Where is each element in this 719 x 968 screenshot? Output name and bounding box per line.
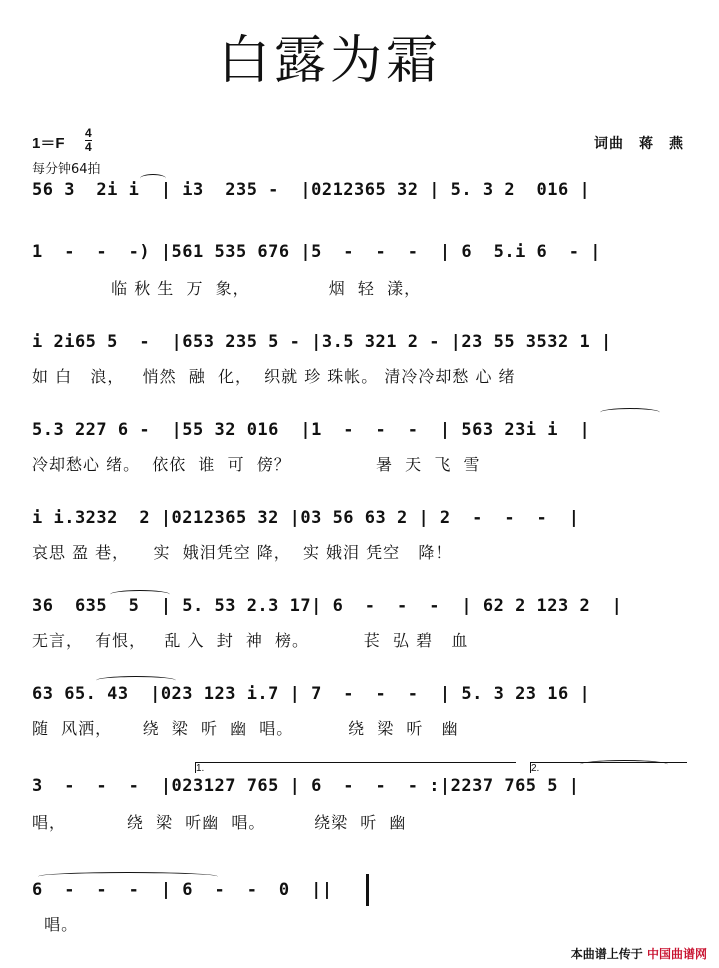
time-signature-bottom: 4 — [85, 140, 92, 154]
lyric-line: 无言， 有恨， 乱 入 封 神 榜。 苌 弘 碧 血 — [32, 631, 469, 650]
tie-mark — [38, 872, 218, 881]
lyric-line: 随 风洒， 绕 梁 听 幽 唱。 绕 梁 听 幽 — [32, 719, 459, 738]
lyric-line: 如 白 浪， 悄然 融 化， 织就 珍 珠帐。 清冷冷却愁 心 绪 — [32, 367, 516, 386]
slur-mark — [96, 676, 176, 685]
site-logo[interactable]: 中国曲谱网 — [646, 947, 707, 961]
notation-line: 63 65. 43 |023 123 i.7 | 7 - - - | 5. 3 23 16 | — [32, 684, 591, 704]
first-ending-label: 1. — [196, 763, 205, 774]
notation-line: 56 3 2i i | i3 235 - |0212365 32 | 5. 3 2 016 | — [32, 180, 591, 200]
notation-line: 3 - - - |023127 765 | 6 - - - :|2237 765 5 | — [32, 776, 580, 796]
slur-mark — [110, 590, 170, 599]
slur-mark — [580, 760, 668, 769]
notation-line: 1 - - -) |561 535 676 |5 - - - | 6 5.i 6 - | — [32, 242, 601, 262]
notation-line: 36 635 5 | 5. 53 2.3 17| 6 - - - | 62 2 123 2 | — [32, 596, 623, 616]
tempo-marking: 每分钟64拍 — [32, 162, 101, 177]
notation-line: 6 - - - | 6 - - 0 || — [32, 880, 333, 900]
notation-line: i i.3232 2 |0212365 32 |03 56 63 2 | 2 - - - | — [32, 508, 580, 528]
lyric-line: 唱， 绕 梁 听幽 唱。 绕梁 听 幽 — [32, 813, 407, 832]
time-signature — [85, 127, 92, 154]
key-signature: 1＝F — [32, 135, 65, 152]
slur-mark — [140, 174, 166, 183]
notation-line: 5.3 227 6 - |55 32 016 |1 - - - | 563 23i i | — [32, 420, 591, 440]
second-ending-label: 2. — [531, 763, 540, 774]
slur-mark — [600, 408, 660, 417]
notation-line: i 2i65 5 - |653 235 5 - |3.5 321 2 - |23 55 3532 1 | — [32, 332, 612, 352]
first-ending-bracket — [195, 762, 516, 773]
song-title: 白露为霜 — [217, 31, 442, 91]
lyric-line: 临 秋 生 万 象， 烟 轻 漾， — [32, 279, 422, 298]
lyric-line: 唱。 — [32, 915, 79, 934]
lyric-line: 冷却愁心 绪。 依依 谁 可 傍？ 暑 天 飞 雪 — [32, 455, 481, 474]
final-barline — [366, 874, 369, 906]
footer-prefix: 本曲谱上传于 — [570, 947, 643, 961]
composer-credit: 词曲 蒋 燕 — [594, 136, 684, 152]
lyric-line: 哀思 盈 巷， 实 娥泪凭空 降， 实 娥泪 凭空 降！ — [32, 543, 453, 562]
footer-source — [571, 945, 707, 962]
time-signature-top: 4 — [85, 126, 92, 140]
